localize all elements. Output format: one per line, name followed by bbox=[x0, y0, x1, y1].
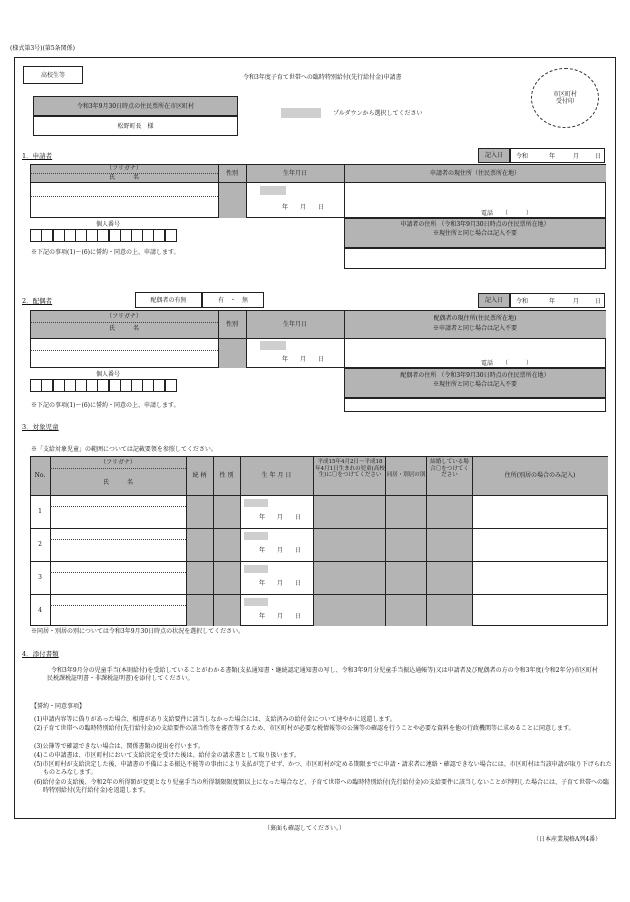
child-highschool-field[interactable] bbox=[314, 496, 386, 529]
pledge-item: (5)市区町村が支給決定した後、申請書の不備による振込不能等の事由により支払が完了せず、かつ、市区町村が定める期限までに申請・請求者に連絡・確認できない場合には、市区町村は当該申請が取り下げられたものとみなします。 bbox=[34, 761, 612, 777]
s3-footnote: ※同居・別居の別については令和3年9月30日時点の状況を選択してください。 bbox=[31, 628, 245, 635]
child-address-input[interactable] bbox=[474, 530, 606, 559]
s1-address-0930-input[interactable] bbox=[344, 248, 606, 269]
pledge-item: (6)給付金の支給後、令和2年の所得額が変更となり児童手当の所得制限限度額以上になった場合など、子育て世帯への臨時特別給付(先行給付金)の支給要件に該当しないことが判明した場合には、子育て世帯への臨時特別給付(先行給付金)を返還します。 bbox=[34, 779, 610, 795]
form-id: (様式第3号)(第5条関係) bbox=[10, 45, 75, 52]
col-cohabit: 同居・別居の別 bbox=[386, 472, 426, 479]
s2-entry-date-field[interactable] bbox=[510, 293, 605, 308]
s2-month: 月 bbox=[573, 298, 580, 305]
s2-pledge: ※下記の事項(1)～(6)に誓約・同意の上、申請します。 bbox=[31, 402, 180, 409]
s2-tel: 電話 （ ） bbox=[481, 360, 533, 367]
s2-gender-header: 性別 bbox=[225, 320, 238, 328]
s1-day: 日 bbox=[595, 153, 602, 160]
col-no: No. bbox=[34, 472, 46, 479]
s1-entry-date-field[interactable] bbox=[510, 148, 605, 163]
s2-gender-field[interactable] bbox=[219, 338, 247, 368]
s1-era: 令和 bbox=[516, 153, 529, 160]
s2-has-spouse-select[interactable]: 有 ・ 無 bbox=[202, 292, 264, 308]
child-dob-era-dropdown[interactable] bbox=[244, 532, 268, 540]
section-2-title: 2．配偶者 bbox=[22, 297, 53, 305]
s1-dob-ymd: 年 月 日 bbox=[282, 204, 325, 211]
col-married: 結婚している場合〇をつけてください bbox=[430, 459, 469, 478]
child-furigana-input[interactable] bbox=[52, 596, 184, 604]
s2-address-input[interactable] bbox=[346, 340, 604, 358]
col-address: 住所(別居の場合のみ記入) bbox=[504, 472, 576, 479]
category-label: 高校生等 bbox=[23, 66, 83, 84]
child-married-field[interactable] bbox=[427, 529, 473, 562]
child-name-input[interactable] bbox=[52, 541, 184, 559]
s1-tel: 電話 （ ） bbox=[481, 210, 533, 217]
s2-address-header: 配偶者の現住所(住民票所在地) bbox=[433, 314, 517, 322]
child-married-field[interactable] bbox=[427, 496, 473, 529]
section-1-title: 1．申請者 bbox=[22, 152, 53, 160]
form-title: 令和3年度子育て世帯への臨時特別給付(先行給付金)申請書 bbox=[243, 74, 402, 81]
child-dob-ymd: 年 月 日 bbox=[259, 514, 302, 521]
s1-dob-header: 生年月日 bbox=[282, 169, 307, 177]
child-dob-ymd: 年 月 日 bbox=[259, 613, 302, 620]
child-furigana-input[interactable] bbox=[52, 497, 184, 505]
child-cohabit-field[interactable] bbox=[386, 529, 427, 562]
s1-dob-era-dropdown[interactable] bbox=[260, 186, 286, 195]
child-dob-ymd: 年 月 日 bbox=[259, 580, 302, 587]
stamp-label-2: 受付印 bbox=[555, 98, 574, 105]
child-gender-field[interactable] bbox=[214, 529, 240, 562]
child-gender-field[interactable] bbox=[214, 496, 240, 529]
s2-dob-ymd: 年 月 日 bbox=[282, 356, 325, 363]
child-row-no: 4 bbox=[38, 606, 42, 614]
child-furigana-input[interactable] bbox=[52, 530, 184, 538]
col-dob: 生 年 月 日 bbox=[261, 472, 292, 479]
s1-personal-number-label: 個人番号 bbox=[95, 220, 120, 228]
s1-address-0930: 申請者の住所 （令和3年9月30日時点の住民票所在地） bbox=[400, 220, 550, 228]
s1-address-input[interactable] bbox=[346, 184, 604, 204]
section-4-title: 4．添付書類 bbox=[22, 650, 59, 658]
resident-city-label: 令和3年9月30日時点の住民票所在市区町村 bbox=[33, 96, 238, 116]
s2-era: 令和 bbox=[516, 298, 529, 305]
s1-same-note: ※現住所と同じ場合は記入不要 bbox=[432, 229, 517, 237]
child-address-input[interactable] bbox=[474, 596, 606, 624]
s1-month: 月 bbox=[573, 153, 580, 160]
s1-gender-field[interactable] bbox=[219, 182, 247, 218]
s2-furigana: （フリガナ） bbox=[106, 313, 142, 320]
dropdown-hint: プルダウンから選択してください bbox=[333, 110, 423, 117]
child-dob-era-dropdown[interactable] bbox=[244, 598, 268, 606]
s2-same-note2: ※現住所と同じ場合は記入不要 bbox=[432, 380, 517, 388]
s2-entry-date-label: 記入日 bbox=[478, 293, 510, 308]
child-married-field[interactable] bbox=[427, 562, 473, 595]
child-name-input[interactable] bbox=[52, 574, 184, 592]
s1-furigana-input[interactable] bbox=[32, 184, 216, 195]
child-address-input[interactable] bbox=[474, 497, 606, 526]
child-cohabit-field[interactable] bbox=[386, 595, 427, 626]
s4-body: 令和3年9月分の児童手当(本則給付)を受給していることがわかる書類(支払通知書・継続認定通知書の写し、令和3年9月分児童手当振込通帳等)又は申請者及び配偶者の方の令和3年度(令和2年分)市区町村民税課税証明書・非課税証明書)を添付してください。 bbox=[47, 667, 598, 683]
city-dropdown[interactable] bbox=[281, 108, 321, 118]
s1-personal-number-cells[interactable] bbox=[31, 229, 177, 242]
pledge-item: (3)公簿等で確認できない場合は、関係書類の提出を行います。 bbox=[34, 743, 205, 750]
child-relation-field[interactable] bbox=[187, 496, 213, 529]
s2-dob-era-dropdown[interactable] bbox=[260, 341, 286, 350]
pledge-item: (1)申請内容等に偽りがあった場合、相違があり支給要件に該当しなかった場合には、支給済みの給付金について速やかに返還します。 bbox=[34, 716, 396, 723]
s2-personal-number-cells[interactable] bbox=[31, 379, 177, 392]
addressee: 松野町長 様 bbox=[33, 116, 238, 136]
child-married-field[interactable] bbox=[427, 595, 473, 626]
s2-same-note: ※申請者と同じ場合は記入不要 bbox=[432, 324, 517, 332]
s1-pledge: ※下記の事項(1)～(6)に誓約・同意の上、申請します。 bbox=[31, 249, 180, 256]
child-row-no: 1 bbox=[38, 508, 42, 515]
s2-year: 年 bbox=[549, 298, 556, 305]
col-furigana: （フリガナ） bbox=[100, 459, 136, 466]
s1-entry-date-label: 記入日 bbox=[478, 148, 510, 163]
child-cohabit-field[interactable] bbox=[386, 496, 427, 529]
s1-furigana: （フリガナ） bbox=[106, 165, 142, 172]
child-gender-field[interactable] bbox=[214, 562, 240, 595]
pledge-title: 【誓約・同意事項】 bbox=[31, 703, 86, 710]
s1-year: 年 bbox=[549, 153, 556, 160]
s2-furigana-input[interactable] bbox=[32, 340, 216, 349]
pledge-item: (4)この申請書は、市区町村において支給決定を受けた後は、給付金の請求書として取り扱います。 bbox=[34, 752, 301, 759]
s1-name-input[interactable] bbox=[32, 198, 216, 216]
s2-name-input[interactable] bbox=[32, 352, 216, 366]
child-name-input[interactable] bbox=[52, 607, 184, 624]
s1-gender-header: 性別 bbox=[225, 169, 238, 177]
s1-name-header: 氏 名 bbox=[108, 174, 139, 181]
child-relation-field[interactable] bbox=[187, 529, 213, 562]
child-cohabit-field[interactable] bbox=[386, 562, 427, 595]
child-row-no: 2 bbox=[38, 541, 42, 548]
s3-note: ※「支給対象児童」の範囲については記載要領を参照してください。 bbox=[31, 446, 217, 453]
s2-has-spouse-label: 配偶者の有無 bbox=[135, 292, 202, 308]
child-highschool-field[interactable] bbox=[314, 529, 386, 562]
col-relation: 続 柄 bbox=[192, 472, 207, 479]
child-furigana-input[interactable] bbox=[52, 563, 184, 571]
child-dob-era-dropdown[interactable] bbox=[244, 565, 268, 573]
s2-name-header: 氏 名 bbox=[108, 325, 139, 332]
pledge-item: (2)子育て世帯への臨時特別給付(先行給付金)の支給要件の該当性等を審査等するため、市区町村が必要な税情報等の公簿等の確認を行うことや必要な資料を他の行政機関等に求めることに同意します。 bbox=[34, 725, 575, 732]
col-highschool: 平成15年4月2日～平成18年4月1日生まれの児童(高校生)に〇をつけてください bbox=[315, 459, 385, 478]
child-row-no: 3 bbox=[38, 574, 42, 581]
child-highschool-field[interactable] bbox=[314, 595, 386, 626]
s2-address-0930: 配偶者の住所 （令和3年9月30日時点の住民票所在地） bbox=[400, 371, 550, 379]
s2-dob-header: 生年月日 bbox=[282, 320, 307, 328]
s1-address-header: 申請者の現住所（住民票所在地） bbox=[429, 169, 520, 177]
child-relation-field[interactable] bbox=[187, 562, 213, 595]
col-name: 氏 名 bbox=[102, 478, 133, 486]
section-3-title: 3．対象児童 bbox=[22, 423, 59, 431]
s2-personal-number-label: 個人番号 bbox=[95, 370, 120, 378]
footer-note: （裏面も確認してください。） bbox=[264, 825, 346, 832]
child-gender-field[interactable] bbox=[214, 595, 240, 626]
s2-address-0930-input[interactable] bbox=[344, 398, 606, 412]
child-dob-era-dropdown[interactable] bbox=[244, 499, 268, 507]
child-dob-ymd: 年 月 日 bbox=[259, 547, 302, 554]
s2-day: 日 bbox=[595, 298, 602, 305]
col-gender: 性 別 bbox=[219, 472, 234, 479]
stamp-label-1: 市区町村 bbox=[552, 91, 577, 98]
child-relation-field[interactable] bbox=[187, 595, 213, 626]
reception-stamp bbox=[531, 68, 599, 128]
child-address-input[interactable] bbox=[474, 563, 606, 592]
paper-size: （日本産業規格A列4番） bbox=[533, 836, 602, 843]
child-name-input[interactable] bbox=[52, 508, 184, 526]
child-highschool-field[interactable] bbox=[314, 562, 386, 595]
